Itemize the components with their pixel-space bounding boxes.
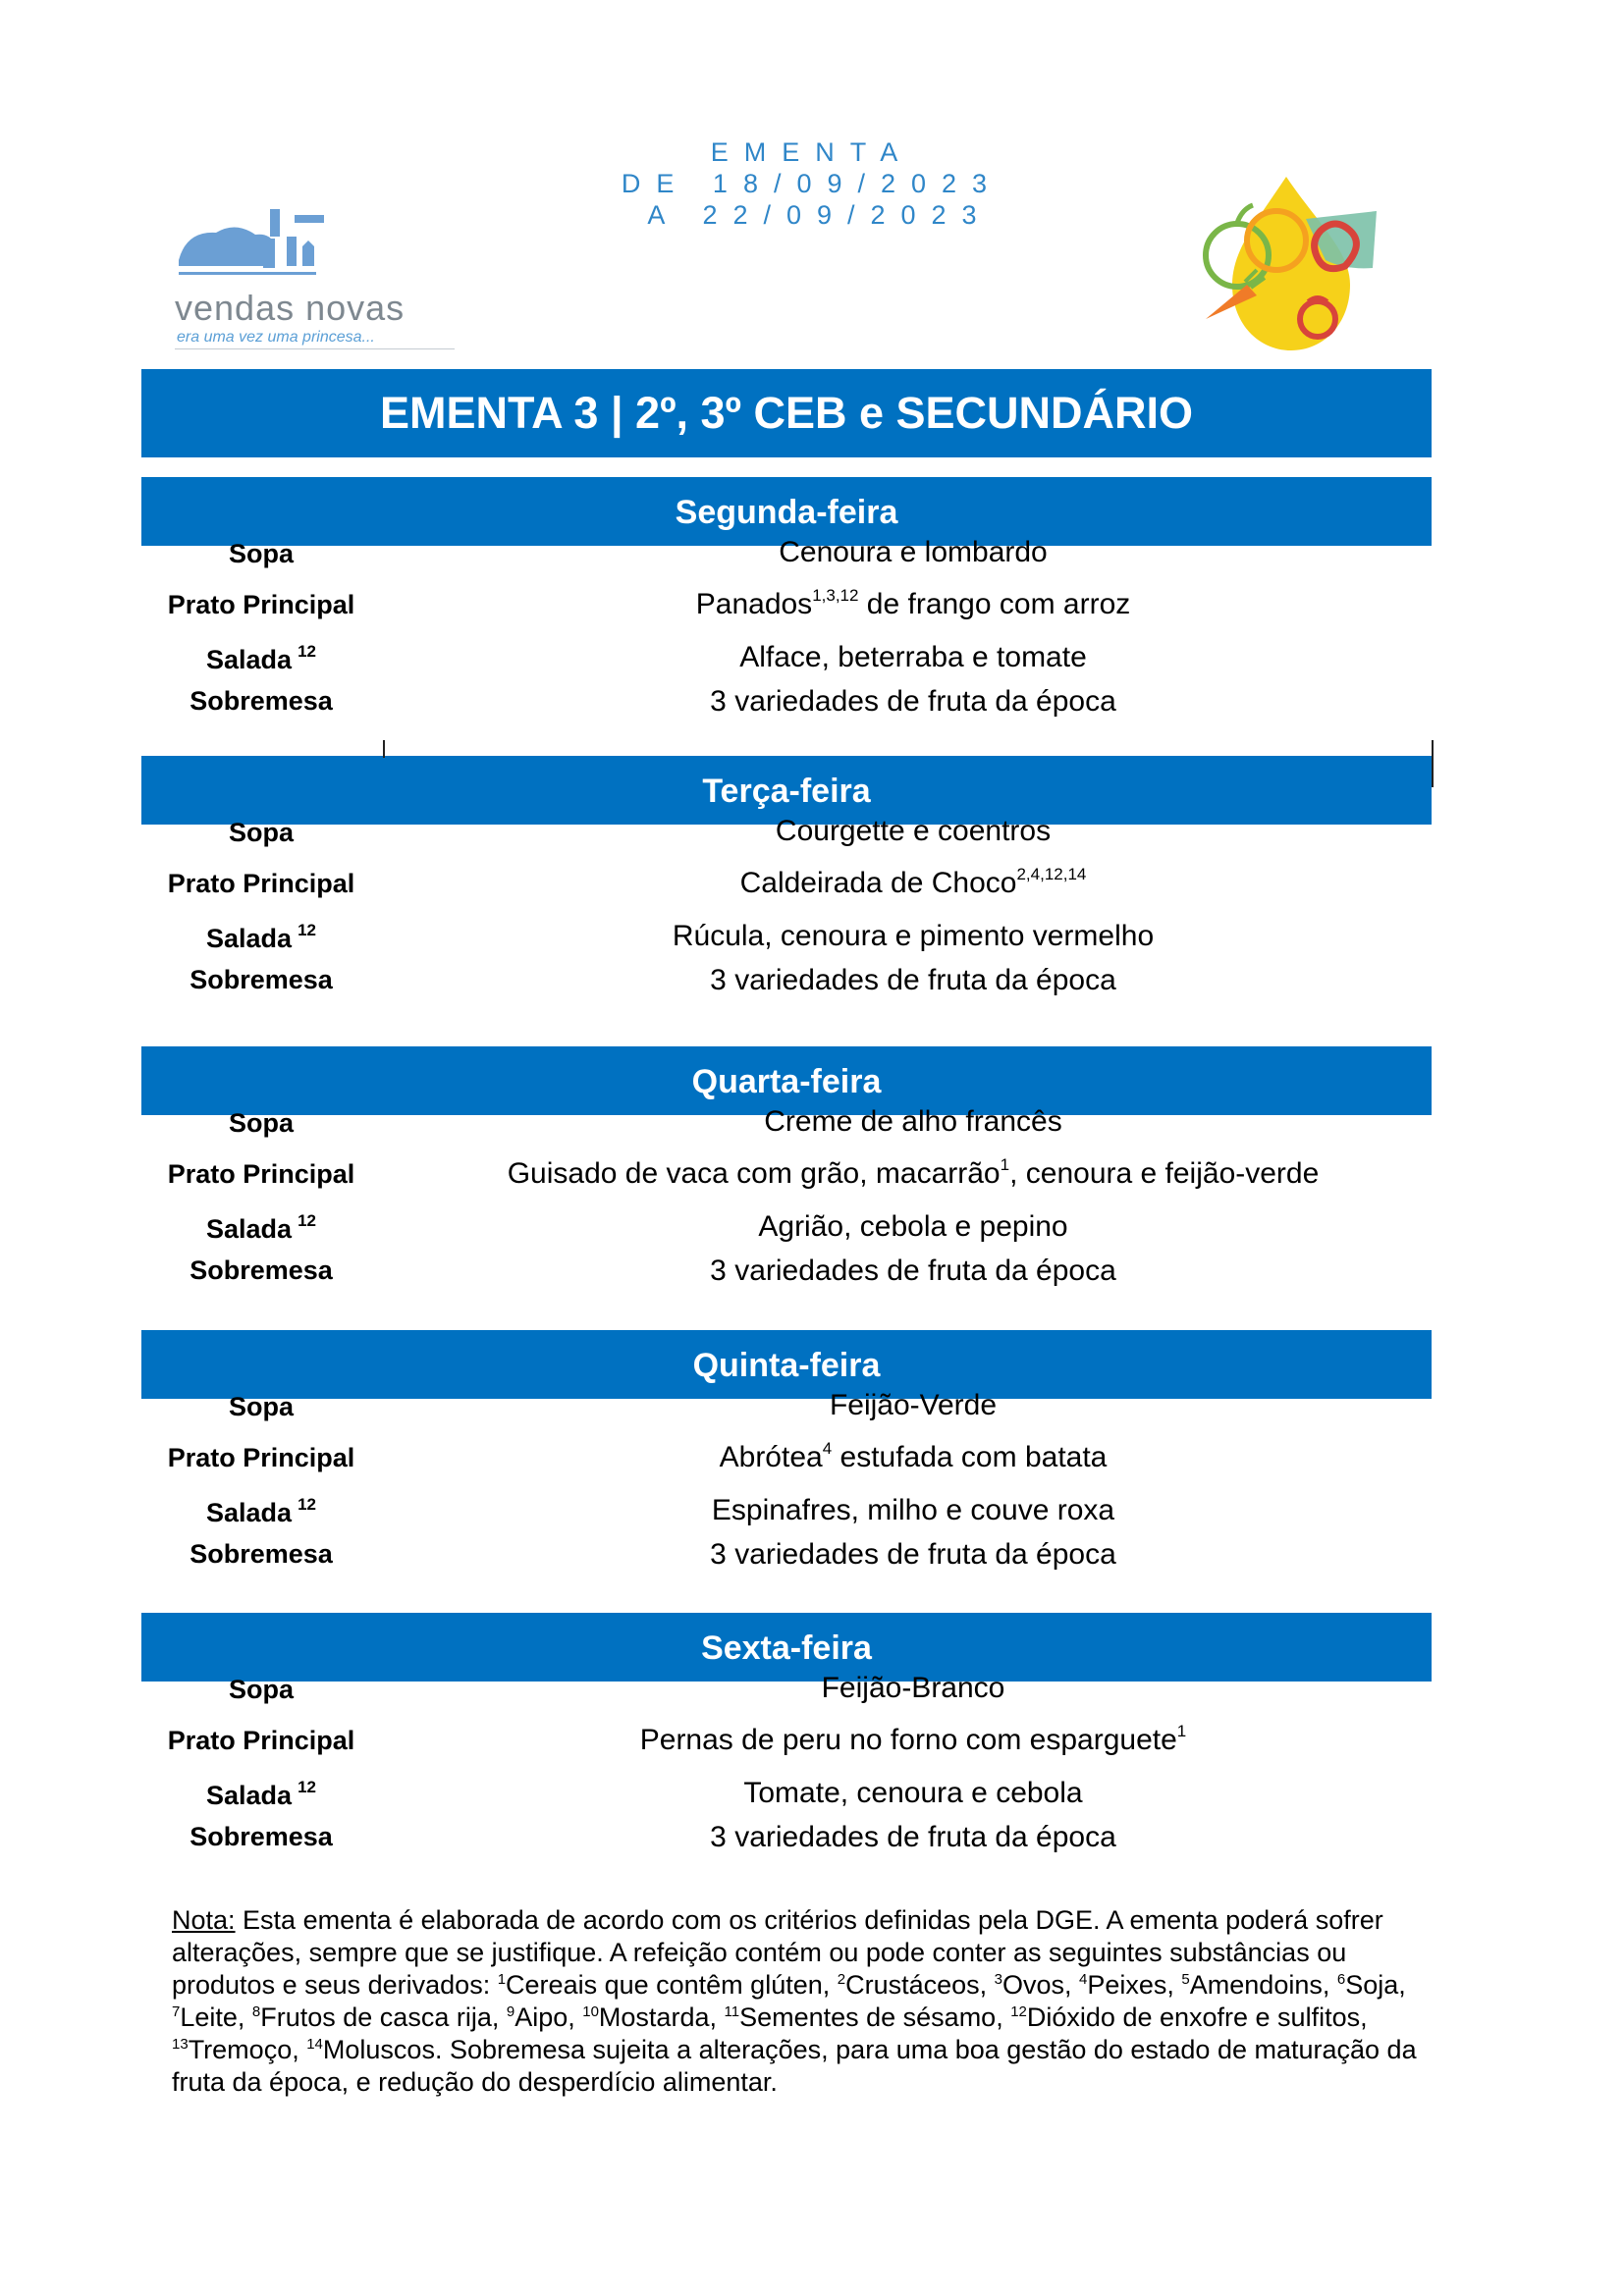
sopa-text: Feijão-Branco: [821, 1672, 1005, 1704]
sopa-label-text: Sopa: [228, 1392, 294, 1421]
sobremesa-text: 3 variedades de fruta da época: [710, 1538, 1116, 1571]
sopa-value: [422, 1672, 1404, 1705]
salada-label-text: Salada: [206, 924, 293, 953]
sopa-label: [147, 1391, 375, 1422]
sopa-value: [422, 815, 1404, 848]
logo-rule: [175, 348, 455, 349]
salada-allergen-sup: 12: [298, 921, 316, 939]
day-header: Quinta-feira: [141, 1330, 1432, 1399]
prato-text: Abrótea: [719, 1441, 823, 1473]
salada-text: Alface, beterraba e tomate: [739, 641, 1087, 673]
sopa-label-text: Sopa: [228, 1108, 294, 1138]
prato-allergen-sup: 1: [1176, 1722, 1187, 1740]
sopa-label: [147, 538, 375, 569]
allergen-number: 13: [172, 2036, 189, 2053]
prato-text: Guisado de vaca com grão, macarrão: [507, 1157, 1001, 1190]
salada-label: [147, 1497, 375, 1528]
salada-text: Tomate, cenoura e cebola: [743, 1777, 1083, 1809]
sobremesa-text: 3 variedades de fruta da época: [710, 1255, 1116, 1287]
nutrition-note: [172, 1904, 1448, 2099]
sobremesa-value: [422, 685, 1404, 719]
logo-tagline: era uma vez uma princesa...: [177, 329, 375, 346]
allergen-name: Aipo,: [514, 2002, 583, 2032]
allergen-number: 2: [837, 1971, 846, 1988]
prato-principal-value: [422, 1441, 1404, 1474]
sobremesa-label-text: Sobremesa: [189, 686, 333, 716]
sobremesa-text: 3 variedades de fruta da época: [710, 1821, 1116, 1853]
salada-value: [422, 920, 1404, 953]
sopa-text: Cenoura e lombardo: [779, 536, 1048, 568]
allergen-name: Mostarda,: [598, 2002, 725, 2032]
sobremesa-label-text: Sobremesa: [189, 1539, 333, 1569]
allergen-number: 8: [251, 2003, 261, 2020]
salada-label: [147, 1213, 375, 1245]
divider-tick: [383, 740, 385, 758]
salada-text: Agrião, cebola e pepino: [758, 1210, 1068, 1243]
prato-text: Caldeirada de Choco: [739, 867, 1017, 899]
sobremesa-label: [147, 1821, 375, 1852]
prato-principal-label-text: Prato Principal: [167, 869, 355, 898]
salada-allergen-sup: 12: [298, 1495, 316, 1514]
salada-allergen-sup: 12: [298, 1211, 316, 1230]
sobremesa-label-text: Sobremesa: [189, 1255, 333, 1285]
allergen-name: Sementes de sésamo,: [739, 2002, 1011, 2032]
sopa-value: [422, 536, 1404, 569]
healthy-food-drop-icon: [1188, 172, 1394, 358]
salada-label-text: Salada: [206, 1214, 293, 1244]
allergen-name: Moluscos.: [322, 2035, 450, 2064]
salada-label: [147, 923, 375, 954]
prato-principal-label: [147, 589, 375, 620]
allergen-name: Leite,: [180, 2002, 252, 2032]
sopa-value: [422, 1105, 1404, 1139]
allergen-number: 14: [306, 2036, 323, 2053]
sobremesa-value: [422, 1255, 1404, 1288]
allergen-number: 11: [724, 2003, 740, 2020]
note-label: Nota:: [172, 1905, 236, 1935]
prato-text: Panados: [695, 588, 813, 620]
allergen-number: 7: [172, 2003, 181, 2020]
sobremesa-label: [147, 1538, 375, 1570]
salada-label: [147, 644, 375, 675]
logo-name: vendas novas: [175, 288, 406, 328]
allergen-name: Peixes,: [1087, 1970, 1182, 2000]
sobremesa-label-text: Sobremesa: [189, 965, 333, 994]
note-intro: Esta ementa é elaborada de acordo com os critérios definidas pela DGE. A ementa poderá sofrer alterações, sempre que se justifique. A refeição contém ou pode conter as seguintes substâncias ou produtos e seus derivados:: [172, 1905, 1383, 2000]
sobremesa-label: [147, 1255, 375, 1286]
sopa-text: Courgette e coentros: [775, 815, 1052, 847]
prato-principal-value: [422, 1724, 1404, 1757]
salada-label-text: Salada: [206, 1781, 293, 1810]
prato-principal-value: [422, 588, 1404, 621]
sobremesa-text: 3 variedades de fruta da época: [710, 685, 1116, 718]
sobremesa-label-text: Sobremesa: [189, 1822, 333, 1851]
allergen-number: 5: [1181, 1971, 1190, 1988]
prato-principal-value: [422, 1157, 1404, 1191]
salada-label-text: Salada: [206, 1498, 293, 1527]
day-header: Quarta-feira: [141, 1046, 1432, 1115]
prato-text: Pernas de peru no forno com esparguete: [639, 1724, 1177, 1756]
sopa-value: [422, 1389, 1404, 1422]
prato-allergen-sup: 4: [822, 1439, 833, 1458]
allergen-number: 4: [1079, 1971, 1088, 1988]
sobremesa-text: 3 variedades de fruta da época: [710, 964, 1116, 996]
allergen-name: Soja,: [1345, 1970, 1406, 2000]
salada-label: [147, 1780, 375, 1811]
allergen-number: 10: [582, 2003, 599, 2020]
day-header: Terça-feira: [141, 756, 1432, 825]
allergen-name: Cereais que contêm glúten,: [506, 1970, 838, 2000]
allergen-number: 9: [506, 2003, 515, 2020]
prato-text-cont: , cenoura e feijão-verde: [1009, 1157, 1320, 1190]
prato-principal-label-text: Prato Principal: [167, 1159, 355, 1189]
salada-value: [422, 641, 1404, 674]
allergen-number: 1: [497, 1971, 507, 1988]
sopa-label: [147, 1674, 375, 1705]
sobremesa-value: [422, 1538, 1404, 1572]
header-line-2: DE 18/09/2023: [621, 169, 1003, 198]
allergen-name: Crustáceos,: [845, 1970, 995, 2000]
prato-allergen-sup: 1,3,12: [812, 586, 859, 605]
allergen-name: Ovos,: [1002, 1970, 1080, 2000]
salada-text: Rúcula, cenoura e pimento vermelho: [672, 920, 1155, 952]
header-line-3: A 22/09/2023: [647, 200, 993, 230]
prato-principal-label-text: Prato Principal: [167, 590, 355, 619]
salada-text: Espinafres, milho e couve roxa: [711, 1494, 1115, 1526]
salada-value: [422, 1777, 1404, 1810]
sopa-label: [147, 1107, 375, 1139]
day-header: Sexta-feira: [141, 1613, 1432, 1682]
page-title: EMENTA 3 | 2º, 3º CEB e SECUNDÁRIO: [141, 369, 1432, 457]
salada-value: [422, 1494, 1404, 1527]
prato-principal-label: [147, 1158, 375, 1190]
allergen-name: Frutos de casca rija,: [260, 2002, 507, 2032]
sopa-label-text: Sopa: [228, 539, 294, 568]
prato-allergen-sup: 1: [1000, 1155, 1010, 1174]
allergen-number: 12: [1010, 2003, 1027, 2020]
sopa-text: Creme de alho francês: [764, 1105, 1062, 1138]
header-line-1: EMENTA: [710, 137, 914, 167]
prato-principal-label: [147, 868, 375, 899]
sopa-text: Feijão-Verde: [829, 1389, 998, 1421]
allergen-name: Dióxido de enxofre e sulfitos,: [1026, 2002, 1368, 2032]
prato-principal-label: [147, 1442, 375, 1473]
sobremesa-value: [422, 964, 1404, 997]
prato-text-cont: de frango com arroz: [858, 588, 1131, 620]
prato-principal-label-text: Prato Principal: [167, 1443, 355, 1472]
sobremesa-label: [147, 964, 375, 995]
prato-allergen-sup: 2,4,12,14: [1016, 865, 1087, 883]
day-header: Segunda-feira: [141, 477, 1432, 546]
note-outro: Sobremesa sujeita a alterações, para uma boa gestão do estado de maturação da fruta da época, e redução do desperdício alimentar.: [172, 2035, 1417, 2097]
allergen-number: 3: [994, 1971, 1002, 1988]
sopa-label-text: Sopa: [228, 1675, 294, 1704]
sobremesa-value: [422, 1821, 1404, 1854]
prato-principal-label-text: Prato Principal: [167, 1726, 355, 1755]
salada-allergen-sup: 12: [298, 1778, 316, 1796]
prato-principal-value: [422, 867, 1404, 900]
allergen-number: 6: [1336, 1971, 1346, 1988]
salada-value: [422, 1210, 1404, 1244]
salada-allergen-sup: 12: [298, 642, 316, 661]
allergen-name: Amendoins,: [1189, 1970, 1337, 2000]
sopa-label: [147, 817, 375, 848]
allergen-name: Tremoço,: [188, 2035, 307, 2064]
sopa-label-text: Sopa: [228, 818, 294, 847]
salada-label-text: Salada: [206, 645, 293, 674]
vendas-novas-logo: [175, 201, 440, 348]
divider-tick: [1432, 740, 1434, 787]
sobremesa-label: [147, 685, 375, 717]
prato-principal-label: [147, 1725, 375, 1756]
prato-text-cont: estufada com batata: [832, 1441, 1108, 1473]
